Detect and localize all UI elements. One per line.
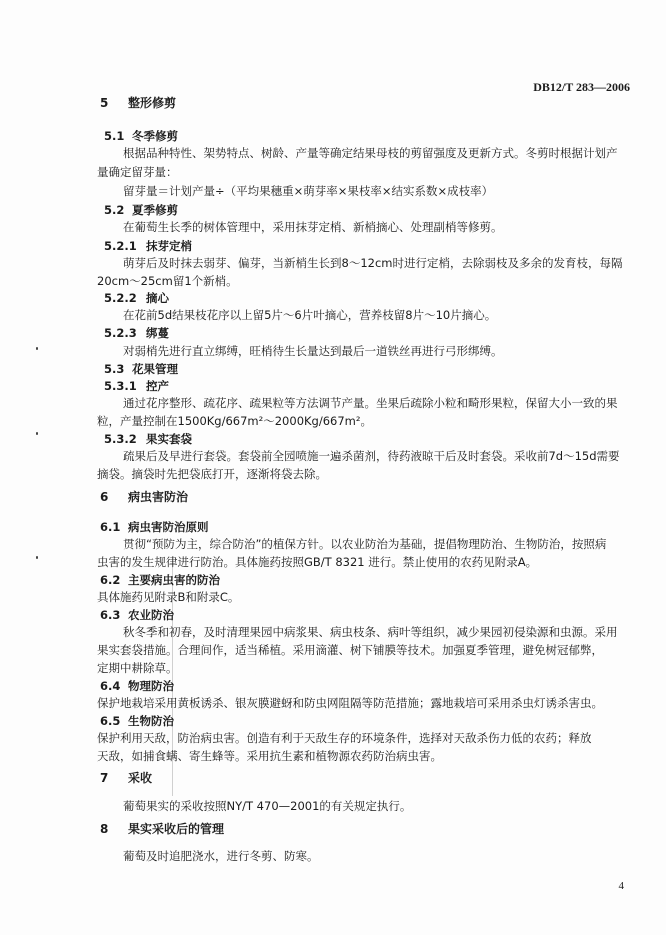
- subsection-heading: 6.3 农业防治: [100, 608, 174, 622]
- paragraph-line: 根据品种特性、架势特点、树龄、产量等确定结果母枝的剪留强度及更新方式。冬剪时根据计划产: [123, 146, 618, 160]
- scan-dot: [36, 347, 38, 350]
- subsection-heading: 5.1 冬季修剪: [104, 129, 178, 143]
- subsection-heading: 5.3.1 控产: [104, 379, 169, 393]
- scan-dot: [36, 556, 38, 559]
- paragraph-line: 量确定留芽量：: [97, 165, 178, 179]
- section-heading: 6 病虫害防治: [100, 490, 189, 504]
- section-heading: 7 采收: [100, 771, 153, 785]
- paragraph-line: 萌芽后及时抹去弱芽、偏芽，当新梢生长到8～12cm时进行定梢，去除弱枝及多余的发育枝，每隔: [123, 256, 623, 270]
- paragraph-line: 虫害的发生规律进行防治。具体施药按照GB/T 8321 进行。禁止使用的农药见附录A。: [97, 555, 538, 569]
- section-heading: 5 整形修剪: [100, 96, 177, 110]
- paragraph-line: 保护利用天敌，防治病虫害。创造有利于天敌生存的环境条件，选择对天敌杀伤力低的农药；释放: [97, 731, 592, 745]
- subsection-heading: 6.1 病虫害防治原则: [100, 520, 209, 534]
- paragraph-line: 在葡萄生长季的树体管理中，采用抹芽定梢、新梢摘心、处理副梢等修剪。: [123, 220, 503, 234]
- subsection-heading: 6.2 主要病虫害的防治: [100, 573, 220, 587]
- paragraph-line: 果实套袋措施。合理间作，适当稀植。采用滴灌、树下铺膜等技术。加强夏季管理，避免树冠郁弊，: [97, 643, 603, 657]
- paragraph-line: 具体施药见附录B和附录C。: [97, 590, 240, 604]
- paragraph-line: 对弱梢先进行直立绑缚，旺梢待生长量达到最后一道铁丝再进行弓形绑缚。: [123, 344, 503, 358]
- standard-code: DB12/T 283—2006: [533, 80, 630, 94]
- scan-dot: [36, 432, 38, 435]
- paragraph-line: 秋冬季和初春，及时清理果园中病浆果、病虫枝条、病叶等组织，减少果园初侵染源和虫源。采用: [123, 625, 618, 639]
- subsection-heading: 5.2.1 抹芽定梢: [104, 239, 192, 253]
- subsection-heading: 6.4 物理防治: [100, 679, 174, 693]
- subsection-heading: 5.2.3 绑蔓: [104, 326, 169, 340]
- subsection-heading: 5.2 夏季修剪: [104, 203, 178, 217]
- section-heading: 8 果实采收后的管理: [100, 822, 225, 836]
- paragraph-line: 保护地栽培采用黄板诱杀、银灰膜避蚜和防虫网阻隔等防范措施；露地栽培可采用杀虫灯诱杀害虫。: [97, 696, 603, 710]
- subsection-heading: 5.3 花果管理: [104, 362, 178, 376]
- paragraph-line: 葡萄及时追肥浇水，进行冬剪、防寒。: [123, 849, 319, 863]
- page-number: 4: [618, 880, 624, 892]
- subsection-heading: 5.3.2 果实套袋: [104, 432, 192, 446]
- subsection-heading: 5.2.2 摘心: [104, 291, 169, 305]
- paragraph-line: 通过花序整形、疏花序、疏果粒等方法调节产量。坐果后疏除小粒和畸形果粒，保留大小一致的果: [123, 396, 618, 410]
- paragraph-line: 葡萄果实的采收按照NY/T 470—2001的有关规定执行。: [123, 799, 412, 813]
- paragraph-line: 疏果后及早进行套袋。套袋前全园喷施一遍杀菌剂，待药液晾干后及时套袋。采收前7d～15d需要: [123, 449, 620, 463]
- paragraph-line: 在花前5d结果枝花序以上留5片～6片叶摘心，营养枝留8片～10片摘心。: [123, 308, 497, 322]
- paragraph-line: 摘袋。摘袋时先把袋底打开，逐渐将袋去除。: [97, 467, 327, 481]
- paragraph-line: 定期中耕除草。: [97, 661, 178, 675]
- paragraph-line: 天敌，如捕食螨、寄生蜂等。采用抗生素和植物源农药防治病虫害。: [97, 749, 442, 763]
- paragraph-line: 粒，产量控制在1500Kg/667m²～2000Kg/667m²。: [97, 414, 372, 428]
- formula-line: 留芽量＝计划产量÷（平均果穗重×萌芽率×果枝率×结实系数×成枝率）: [123, 184, 494, 198]
- paragraph-line: 20cm～25cm留1个新梢。: [97, 274, 238, 288]
- paragraph-line: 贯彻“预防为主，综合防治”的植保方针。以农业防治为基础，提倡物理防治、生物防治，按照病: [123, 537, 607, 551]
- subsection-heading: 6.5 生物防治: [100, 714, 174, 728]
